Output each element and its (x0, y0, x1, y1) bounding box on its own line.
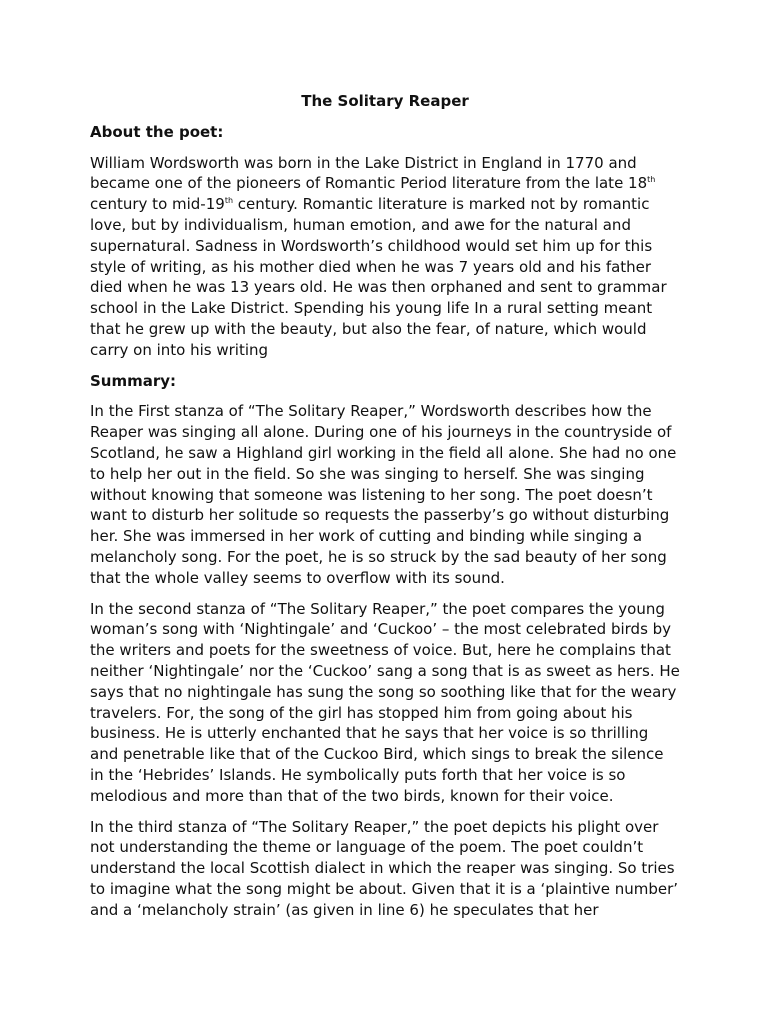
about-text-part2: century to mid-19 (90, 195, 225, 214)
summary-paragraph-stanza-1: In the First stanza of “The Solitary Reaper,” Wordsworth describes how the Reaper was singing all alone. During one of his journeys in the countryside of Scotland, he saw a Highland girl working in the field all alone. She had no one to help her out in the field. So she was singing to herself. She was singing without knowing that someone was listening to her song. The poet doesn’t want to disturb her solitude so requests the passerby’s go without disturbing her. She was immersed in her work of cutting and binding while singing a melancholy song. For the poet, he is so struck by the sad beauty of her song that the whole valley seems to overflow with its sound. (90, 402, 677, 587)
document-page (90, 91, 680, 930)
summary-heading: Summary: (90, 371, 177, 390)
about-paragraph (90, 153, 680, 361)
document-title: The Solitary Reaper (301, 92, 469, 110)
about-heading: About the poet: (90, 122, 224, 141)
about-text-superscript-2: th (224, 196, 234, 206)
about-text-part3: century. Romantic literature is marked not by romantic love, but by individualism, human emotion, and awe for the natural and supernatural. Sadness in Wordsworth’s childhood would set him up for this style of writing, as his mother died when he was 7 years old and his father died when he was 13 years old. He was then orphaned and sent to grammar school in the Lake District. Spending his young life In a rural setting meant that he grew up with the beauty, but also the fear, of nature, which would carry on into his writing (90, 195, 667, 359)
about-text-superscript-1: th (647, 175, 656, 185)
summary-paragraph-stanza-3: In the third stanza of “The Solitary Reaper,” the poet depicts his plight over not understanding the theme or language of the poem. The poet couldn’t understand the local Scottish dialect in which the reaper was singing. So tries to imagine what the song might be about. Given that it is a ‘plaintive number’ and a ‘melancholy strain’ (as given in line 6) he speculates that her (90, 817, 679, 919)
about-text-part1: William Wordsworth was born in the Lake District in England in 1770 and became one of the pioneers of Romantic Period literature from the late 18 (90, 153, 648, 193)
summary-paragraph-stanza-2: In the second stanza of “The Solitary Reaper,” the poet compares the young woman’s song with ‘Nightingale’ and ‘Cuckoo’ – the most celebrated birds by the writers and poets for the sweetness of voice. But, here he complains that neither ‘Nightingale’ nor the ‘Cuckoo’ sang a song that is as sweet as hers. He says that no nightingale has sung the song so soothing like that for the weary travelers. For, the song of the girl has stopped him from going about his business. He is utterly enchanted that he says that her voice is so thrilling and penetrable like that of the Cuckoo Bird, which sings to break the silence in the ‘Hebrides’ Islands. He symbolically puts forth that her voice is so melodious and more than that of the two birds, known for their voice. (90, 599, 680, 805)
